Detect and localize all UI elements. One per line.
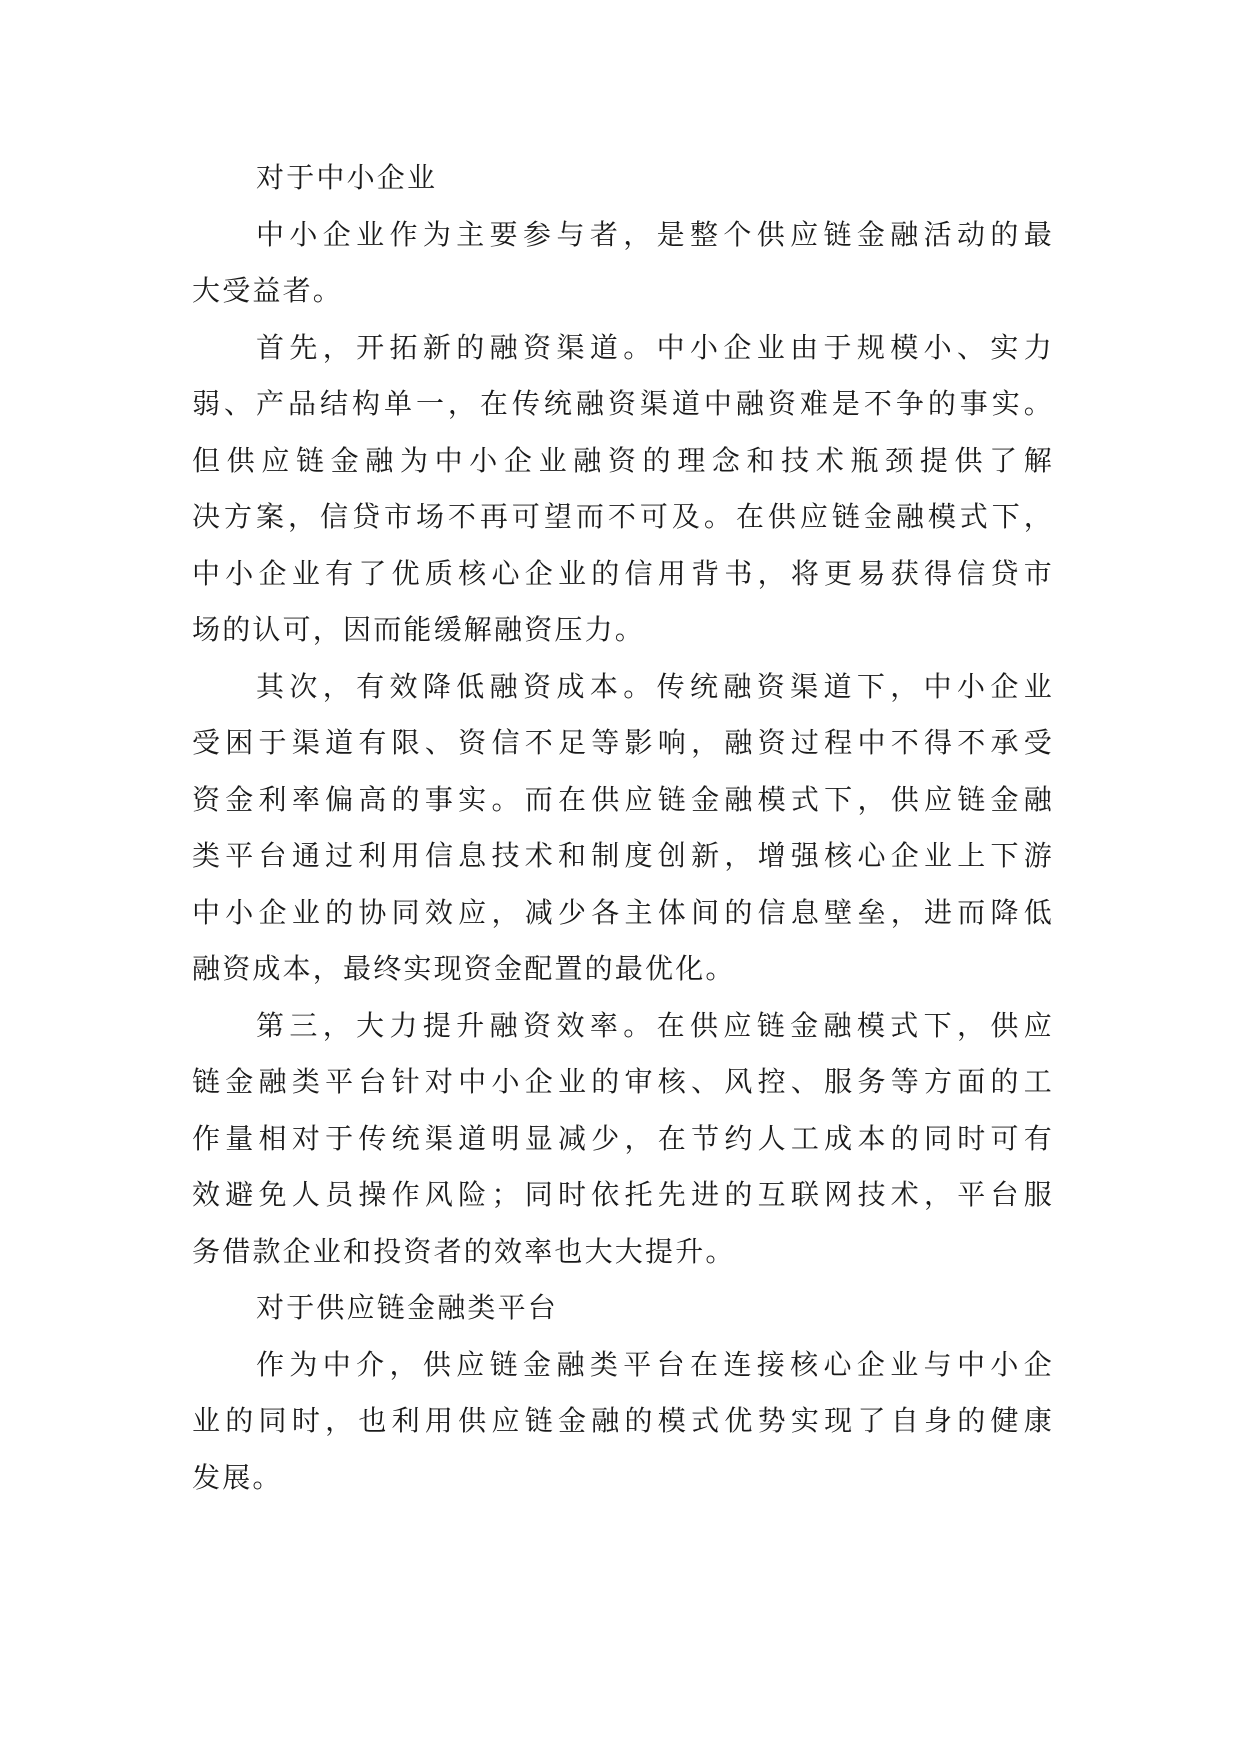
paragraph-intro (192, 207, 1054, 320)
section-heading-platform: 对于供应链金融类平台 (256, 1291, 559, 1324)
paragraph-line: 首先，开拓新的融资渠道。中小企业由于规模小、实力 (256, 330, 1054, 364)
paragraph-line: 场的认可，因而能缓解融资压力。 (192, 613, 646, 646)
paragraph-platform (192, 1337, 1054, 1507)
paragraph-line: 资金利率偏高的事实。而在供应链金融模式下，供应链金融 (192, 782, 1054, 816)
paragraph-line: 其次，有效降低融资成本。传统融资渠道下，中小企业 (256, 669, 1054, 703)
paragraph-line: 效避免人员操作风险；同时依托先进的互联网技术，平台服 (192, 1178, 1054, 1211)
paragraph-line: 务借款企业和投资者的效率也大大提升。 (192, 1234, 736, 1268)
paragraph-line: 发展。 (192, 1460, 283, 1494)
paragraph-first (192, 320, 1054, 659)
paragraph-line: 但供应链金融为中小企业融资的理念和技术瓶颈提供了解 (192, 443, 1054, 477)
paragraph-line: 弱、产品结构单一，在传统融资渠道中融资难是不争的事实。 (192, 387, 1054, 420)
paragraph-line: 作量相对于传统渠道明显减少，在节约人工成本的同时可有 (192, 1121, 1054, 1155)
paragraph-line: 作为中介，供应链金融类平台在连接核心企业与中小企 (256, 1347, 1054, 1381)
section-heading-sme: 对于中小企业 (256, 161, 438, 194)
paragraph-line: 大受益者。 (192, 274, 344, 307)
paragraph-line: 第三，大力提升融资效率。在供应链金融模式下，供应 (256, 1008, 1054, 1042)
paragraph-line: 类平台通过利用信息技术和制度创新，增强核心企业上下游 (192, 839, 1054, 872)
paragraph-line: 融资成本，最终实现资金配置的最优化。 (192, 952, 736, 985)
paragraph-third (192, 998, 1054, 1281)
paragraph-line: 受困于渠道有限、资信不足等影响，融资过程中不得不承受 (192, 726, 1054, 759)
paragraph-line: 链金融类平台针对中小企业的审核、风控、服务等方面的工 (192, 1065, 1054, 1098)
paragraph-line: 中小企业作为主要参与者，是整个供应链金融活动的最 (256, 217, 1054, 251)
paragraph-line: 业的同时，也利用供应链金融的模式优势实现了自身的健康 (192, 1404, 1054, 1437)
paragraph-line: 中小企业的协同效应，减少各主体间的信息壁垒，进而降低 (192, 895, 1054, 929)
document-body (192, 150, 1054, 1506)
paragraph-line: 决方案，信贷市场不再可望而不可及。在供应链金融模式下， (192, 500, 1054, 533)
paragraph-second (192, 659, 1054, 998)
paragraph-line: 中小企业有了优质核心企业的信用背书，将更易获得信贷市 (192, 556, 1054, 590)
